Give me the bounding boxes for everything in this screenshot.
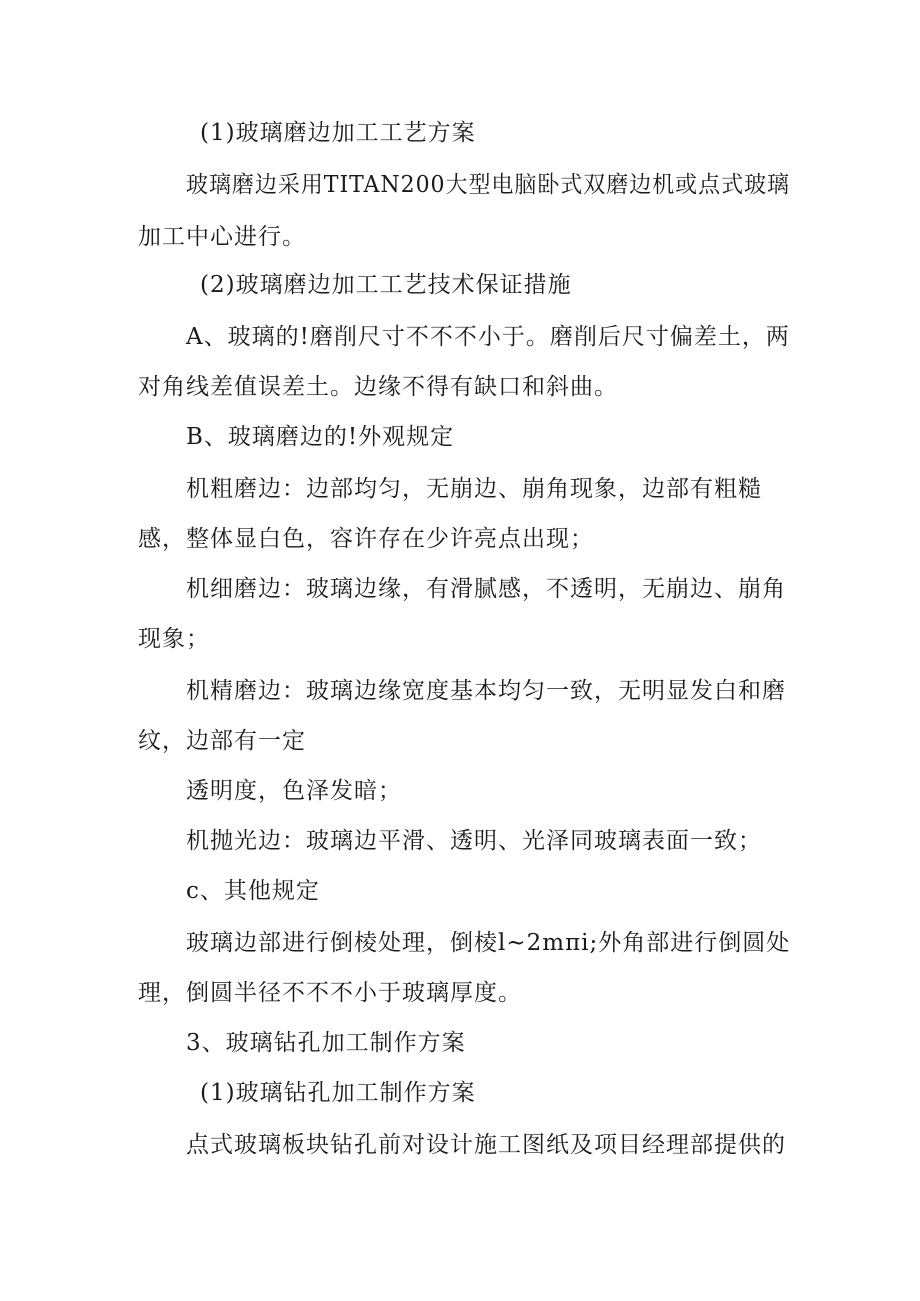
- paragraph-line: 感，整体显白色，容许存在少许亮点出现；: [138, 526, 594, 552]
- paragraph-line: A、玻璃的!磨削尺寸不不不小于。磨削后尺寸偏差土，两: [186, 324, 790, 350]
- paragraph-line: 玻璃边部进行倒棱处理，倒棱l~2mπi;外角部进行倒圆处: [186, 930, 791, 956]
- paragraph-line: 加工中心进行。: [138, 224, 306, 250]
- section-heading-grinding-measures: (2)玻璃磨边加工工艺技术保证措施: [200, 272, 572, 298]
- paragraph-line: 对角线差值误差土。边缘不得有缺口和斜曲。: [138, 374, 618, 400]
- subheading-appearance: B、玻璃磨边的!外观规定: [186, 424, 455, 450]
- section-heading-drilling-plan: (1)玻璃钻孔加工制作方案: [200, 1080, 476, 1106]
- paragraph-line: 理，倒圆半径不不不小于玻璃厚度。: [138, 980, 522, 1006]
- paragraph-line: 点式玻璃板块钻孔前对设计施工图纸及项目经理部提供的: [186, 1132, 786, 1158]
- paragraph-line: 玻璃磨边采用TITAN200大型电脑卧式双磨边机或点式玻璃: [186, 172, 791, 198]
- paragraph-line: 机细磨边：玻璃边缘，有滑腻感，不透明，无崩边、崩角: [186, 576, 786, 602]
- subheading-other-rules: c、其他规定: [186, 878, 320, 904]
- paragraph-line: 机抛光边：玻璃边平滑、透明、光泽同玻璃表面一致；: [186, 828, 762, 854]
- paragraph-line: 现象；: [138, 626, 210, 652]
- paragraph-line: 纹，边部有一定: [138, 728, 306, 754]
- paragraph-line: 透明度，色泽发暗；: [186, 778, 402, 804]
- paragraph-line: 机精磨边：玻璃边缘宽度基本均匀一致，无明显发白和磨: [186, 678, 786, 704]
- section-heading-drilling: 3、玻璃钻孔加工制作方案: [186, 1030, 466, 1056]
- section-heading-grinding-plan: (1)玻璃磨边加工工艺方案: [200, 120, 476, 146]
- paragraph-line: 机粗磨边：边部均匀，无崩边、崩角现象，边部有粗糙: [186, 476, 762, 502]
